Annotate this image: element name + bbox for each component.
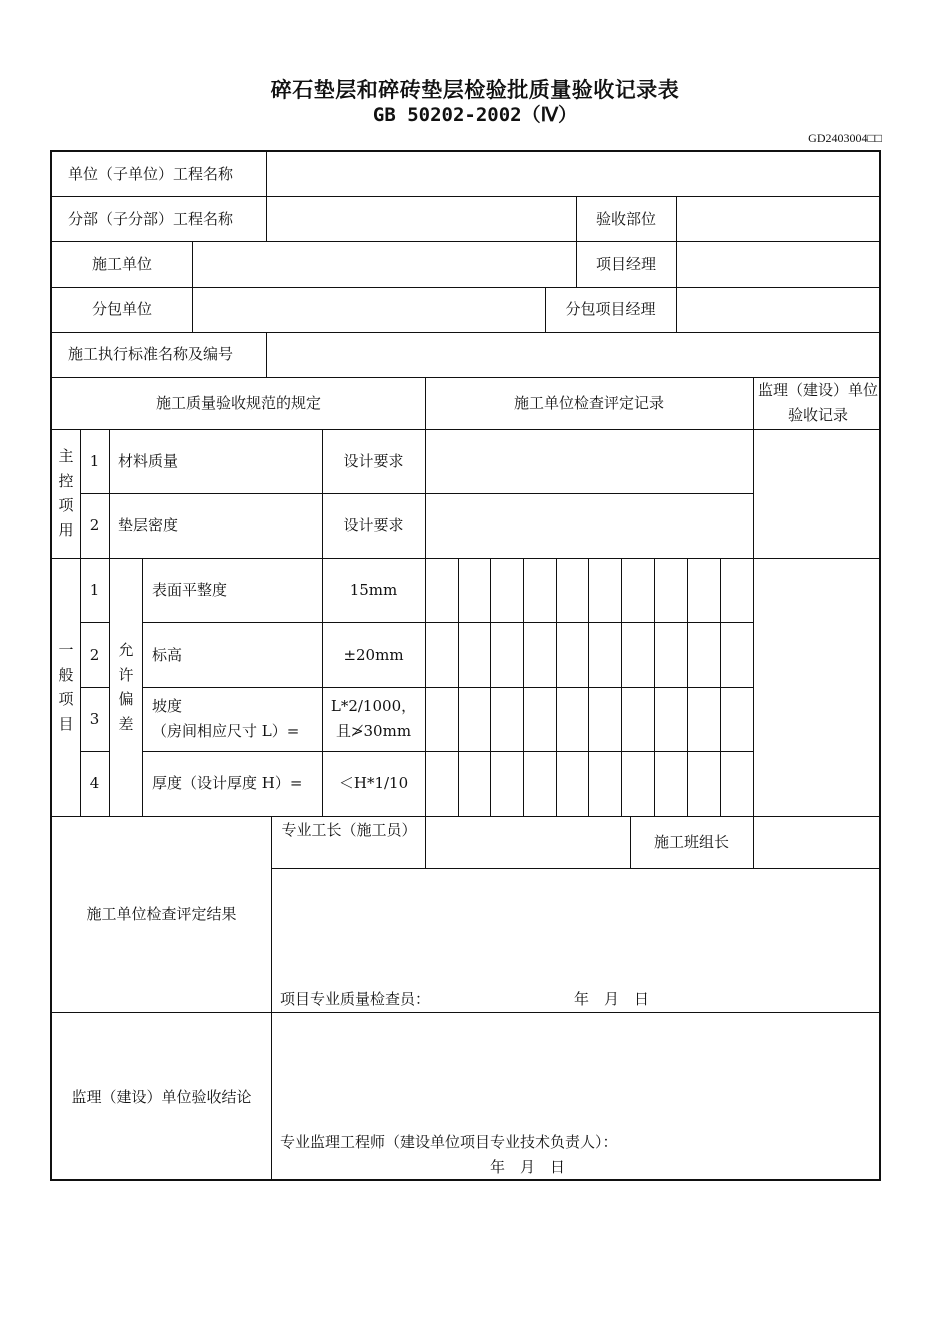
supervision-header: 监理（建设）单位验收记录: [758, 381, 879, 424]
row-line: [52, 287, 881, 288]
col-line: [142, 558, 143, 816]
grid-line: [523, 558, 524, 816]
row-line: [52, 332, 881, 333]
standard-name-label: 施工执行标准名称及编号: [68, 345, 234, 363]
grid-line: [687, 558, 688, 816]
item-number: 2: [89, 646, 100, 664]
row-line: [80, 622, 109, 623]
row-line: [271, 868, 881, 869]
item-requirement: 15mm: [349, 581, 398, 599]
supervising-engineer-label: 专业监理工程师（建设单位项目专业技术负责人）：: [280, 1133, 618, 1151]
col-line: [676, 196, 677, 332]
row-line: [142, 622, 753, 623]
item-name-detail: （房间相应尺寸 L）=: [152, 722, 300, 740]
item-requirement: 设计要求: [343, 516, 404, 534]
grid-line: [720, 558, 721, 816]
conclusion-date: 年 月 日: [490, 1158, 566, 1176]
subcontractor-label: 分包单位: [91, 300, 152, 318]
foreman-label: 专业工长（施工员）: [281, 821, 417, 839]
spec-header: 施工质量验收规范的规定: [155, 394, 321, 412]
col-line: [425, 816, 426, 868]
item-number: 3: [89, 710, 100, 728]
row-line: [142, 687, 753, 688]
item-number: 1: [89, 581, 100, 599]
row-line: [52, 1012, 881, 1013]
item-requirement: ＜H*1/10: [338, 774, 409, 792]
item-name: 坡度: [152, 697, 183, 715]
grid-line: [556, 558, 557, 816]
col-line: [271, 816, 272, 1181]
construction-unit-label: 施工单位: [91, 255, 152, 273]
col-line: [80, 429, 81, 816]
col-line: [266, 332, 267, 377]
sub-project-manager-label: 分包项目经理: [565, 300, 656, 318]
col-line: [109, 429, 110, 816]
row-line: [52, 196, 881, 197]
conclusion-label: 监理（建设）单位验收结论: [71, 1088, 252, 1106]
col-line: [266, 196, 267, 241]
result-label: 施工单位检查评定结果: [86, 905, 237, 923]
main-control-label: 主控项用: [58, 447, 74, 539]
general-label: 一般项目: [58, 641, 74, 733]
item-requirement: ±20mm: [343, 646, 404, 664]
col-line: [753, 377, 754, 816]
grid-line: [654, 558, 655, 816]
grid-line: [621, 558, 622, 816]
result-date: 年 月 日: [574, 990, 650, 1008]
row-line: [52, 816, 881, 817]
unit-project-label: 单位（子单位）工程名称: [68, 165, 234, 183]
grid-line: [490, 558, 491, 816]
grid-line: [458, 558, 459, 816]
record-form: [50, 150, 881, 1181]
col-line: [266, 152, 267, 196]
row-line: [142, 751, 753, 752]
grid-line: [588, 558, 589, 816]
item-name: 厚度（设计厚度 H）=: [152, 774, 303, 792]
item-name: 表面平整度: [152, 581, 228, 599]
sub-project-label: 分部（子分部）工程名称: [68, 210, 234, 228]
col-line: [192, 241, 193, 332]
page-title: 碎石垫层和碎砖垫层检验批质量验收记录表: [270, 78, 680, 102]
item-number: 1: [89, 452, 100, 470]
standard-code: GB 50202-2002（Ⅳ）: [372, 104, 578, 126]
row-line: [80, 751, 109, 752]
col-line: [322, 429, 323, 816]
col-line: [753, 816, 754, 868]
team-leader-label: 施工班组长: [653, 833, 729, 851]
acceptance-part-label: 验收部位: [595, 210, 656, 228]
quality-inspector-label: 项目专业质量检查员：: [280, 990, 431, 1008]
item-requirement: L*2/1000，: [330, 697, 417, 715]
item-name: 标高: [152, 646, 183, 664]
project-manager-label: 项目经理: [595, 255, 656, 273]
item-number: 4: [89, 774, 100, 792]
item-requirement: 设计要求: [343, 452, 404, 470]
form-code: GD2403004□□: [808, 131, 882, 145]
tolerance-label: 允许偏差: [118, 641, 134, 733]
item-name: 材料质量: [118, 452, 179, 470]
row-line: [52, 429, 881, 430]
row-line: [80, 493, 753, 494]
row-line: [80, 687, 109, 688]
item-requirement-detail: 且≯30mm: [335, 722, 412, 740]
row-line: [52, 558, 881, 559]
item-number: 2: [89, 516, 100, 534]
item-name: 垫层密度: [118, 516, 179, 534]
inspection-header: 施工单位检查评定记录: [513, 394, 664, 412]
col-line: [425, 377, 426, 816]
row-line: [52, 377, 881, 378]
row-line: [52, 241, 881, 242]
